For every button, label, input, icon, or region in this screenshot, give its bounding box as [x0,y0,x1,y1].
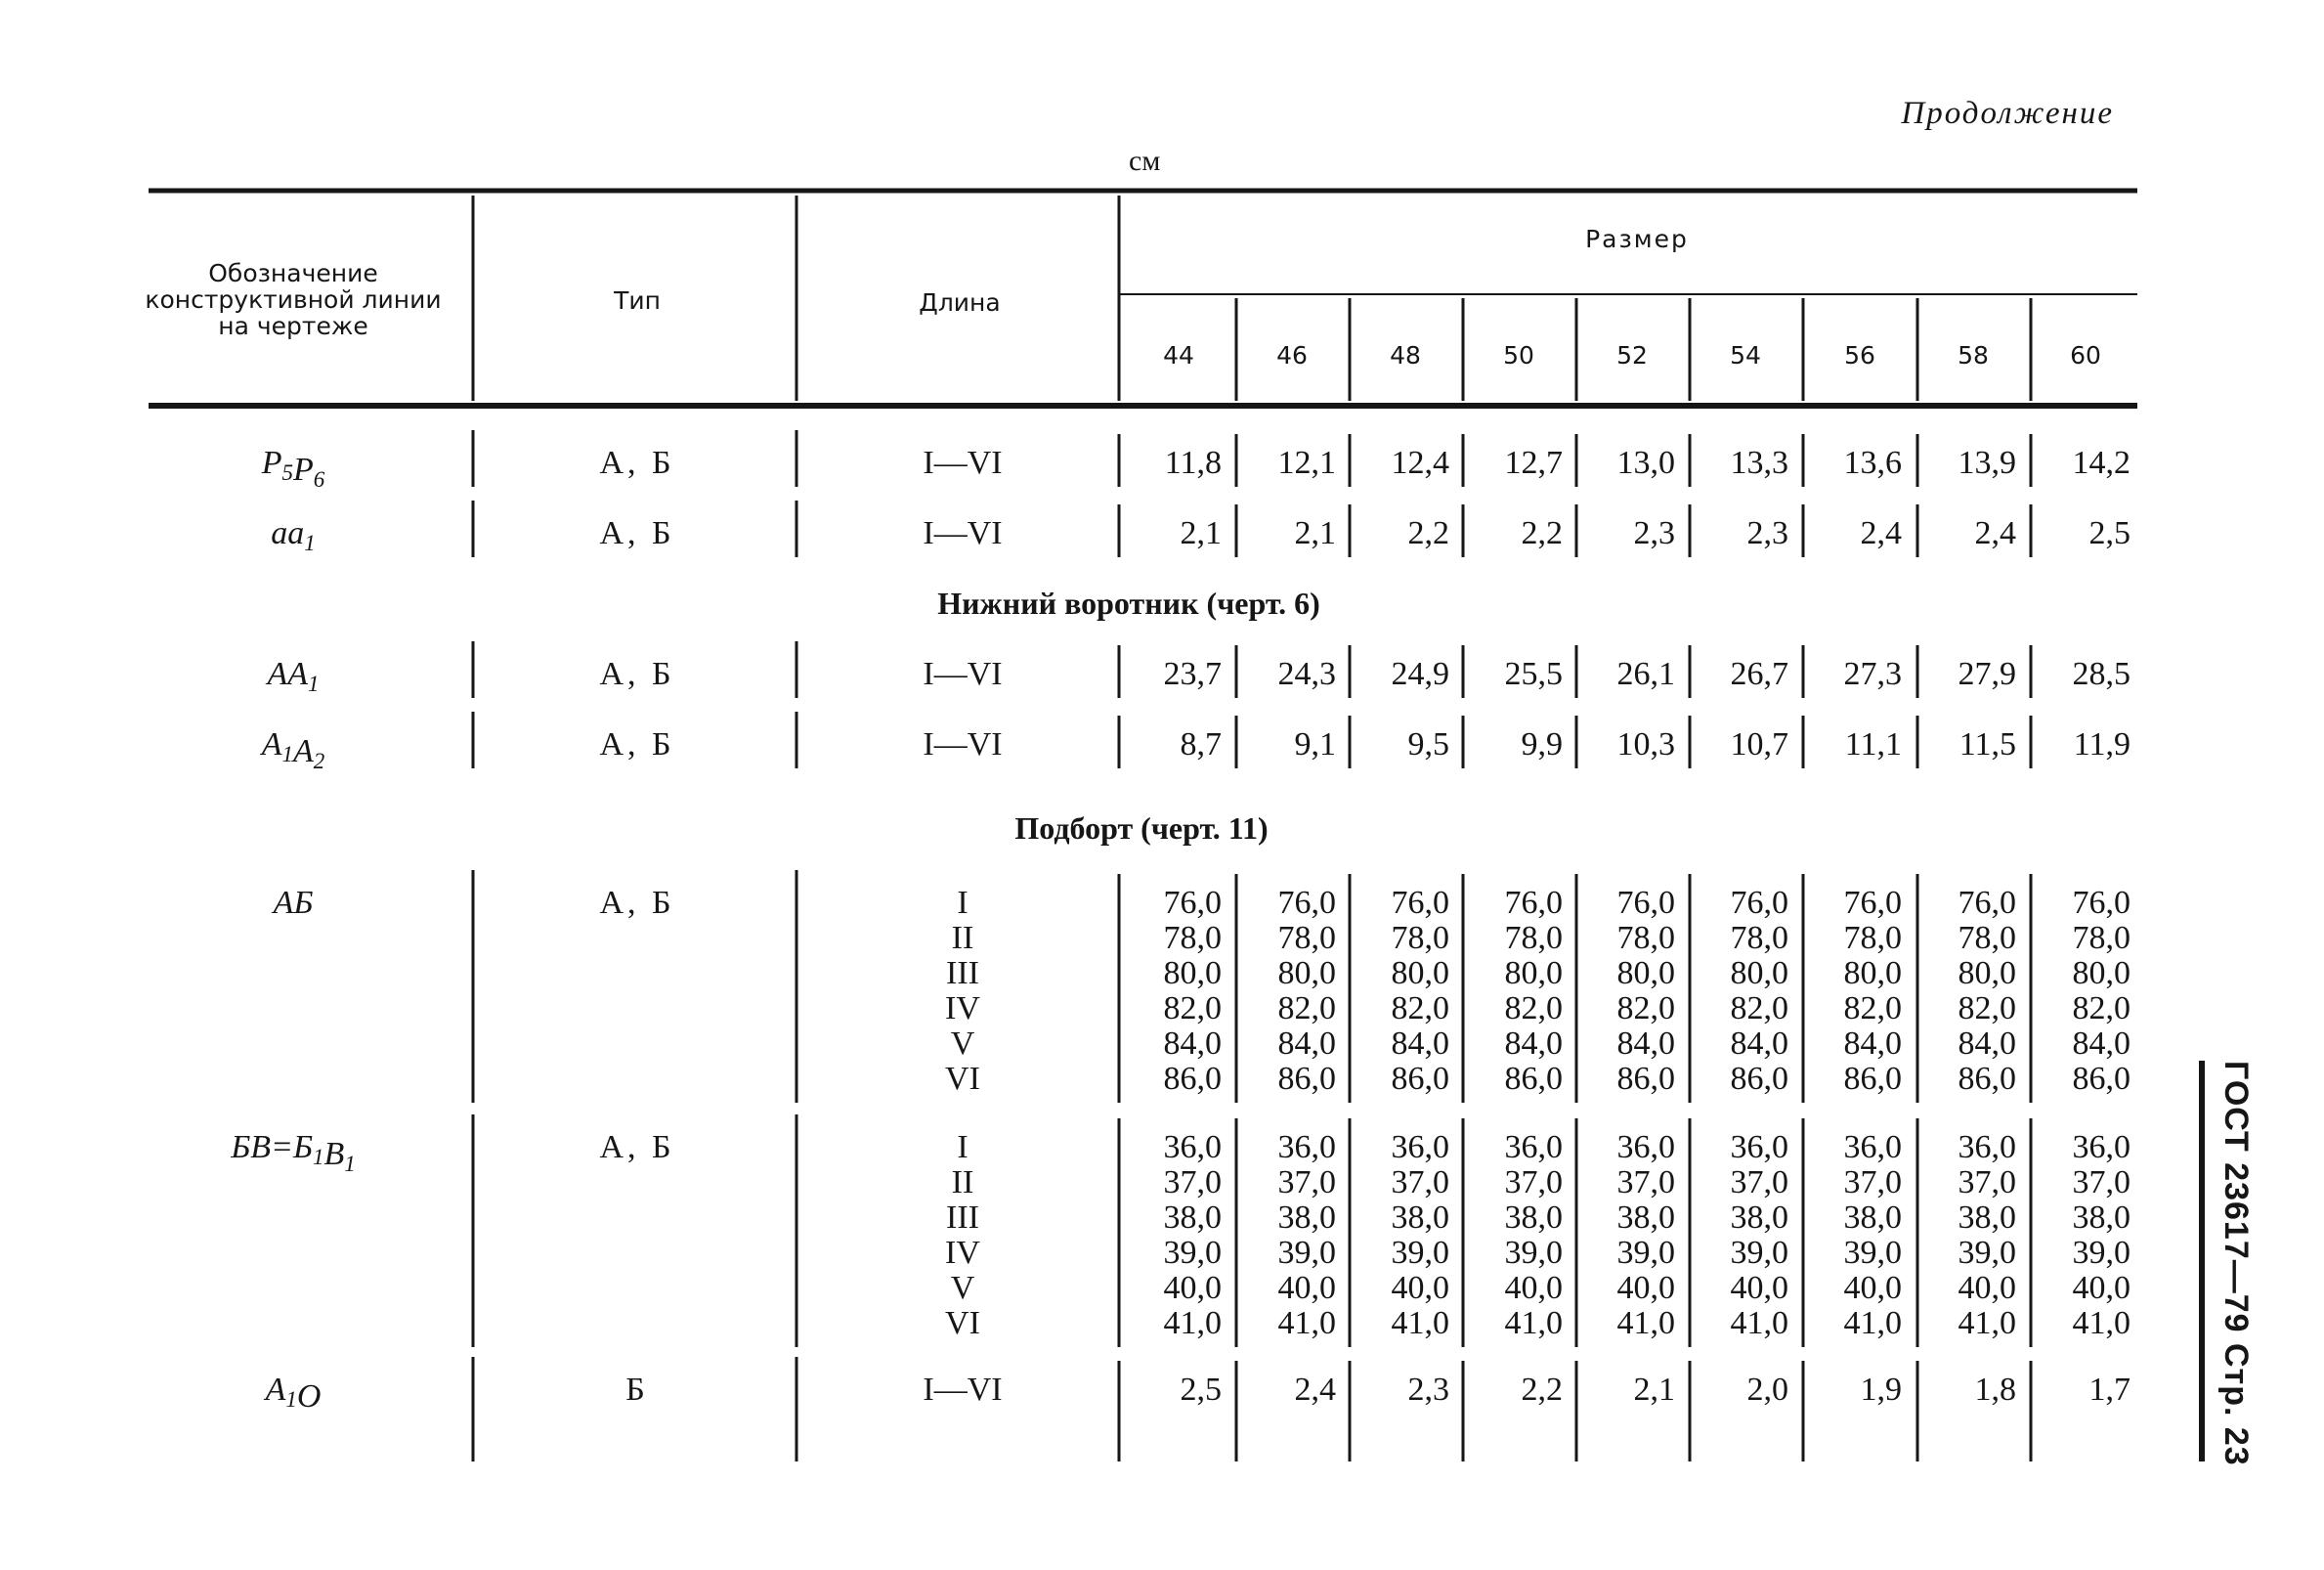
size-header-44: 44 [1163,341,1194,370]
value-cell: 40,0 [1391,1270,1449,1306]
value-cell: 41,0 [1958,1305,2016,1341]
line-designation: $aa_1$ [271,515,316,555]
value-cell: 41,0 [1391,1305,1449,1341]
row-type: Б [625,1372,649,1408]
value-cell: 13,0 [1616,445,1675,481]
row-length: IV [945,1235,980,1271]
value-cell: 2,0 [1746,1372,1788,1408]
value-cell: 9,9 [1521,726,1563,763]
value-cell: 12,1 [1277,445,1336,481]
row-length: I—VI [923,726,1003,763]
value-cell: 86,0 [1616,1061,1675,1097]
value-cell: 40,0 [1616,1270,1675,1306]
row-type: А, Б [599,656,675,692]
header-type: Тип [614,286,661,315]
value-cell: 2,3 [1407,1372,1449,1408]
value-cell: 12,4 [1391,445,1449,481]
value-cell: 84,0 [1843,1025,1902,1062]
value-cell: 26,7 [1730,656,1788,692]
value-cell: 11,8 [1164,445,1222,481]
value-cell: 37,0 [2072,1164,2130,1200]
value-cell: 2,3 [1746,515,1788,551]
line-designation: АБ [273,885,314,921]
value-cell: 14,2 [2072,445,2130,481]
size-header-52: 52 [1616,341,1648,370]
value-cell: 76,0 [1958,885,2016,921]
value-cell: 13,6 [1843,445,1902,481]
value-cell: 37,0 [1616,1164,1675,1200]
value-cell: 2,1 [1180,515,1222,551]
value-cell: 41,0 [1730,1305,1788,1341]
value-cell: 84,0 [1958,1025,2016,1062]
value-cell: 76,0 [1730,885,1788,921]
row-length: V [950,1025,975,1062]
value-cell: 80,0 [1163,955,1222,991]
value-cell: 76,0 [1843,885,1902,921]
value-cell: 36,0 [1616,1129,1675,1165]
size-header-50: 50 [1503,341,1534,370]
value-cell: 82,0 [1391,990,1449,1026]
value-cell: 2,1 [1633,1372,1675,1408]
value-cell: 2,4 [1294,1372,1336,1408]
section-heading: Подборт (черт. 11) [1014,810,1269,846]
value-cell: 41,0 [1163,1305,1222,1341]
value-cell: 84,0 [2072,1025,2130,1062]
value-cell: 8,7 [1180,726,1222,763]
value-cell: 80,0 [1391,955,1449,991]
line-designation: $AA_1$ [267,656,320,696]
value-cell: 36,0 [1163,1129,1222,1165]
value-cell: 76,0 [1616,885,1675,921]
value-cell: 80,0 [1730,955,1788,991]
line-designation: $P_5P_6$ [261,445,325,492]
value-cell: 36,0 [2072,1129,2130,1165]
row-length: I—VI [923,1372,1003,1408]
value-cell: 78,0 [1504,920,1563,956]
value-cell: 76,0 [2072,885,2130,921]
value-cell: 2,2 [1521,1372,1563,1408]
value-cell: 84,0 [1616,1025,1675,1062]
value-cell: 38,0 [1958,1199,2016,1236]
value-cell: 78,0 [1163,920,1222,956]
value-cell: 39,0 [1616,1235,1675,1271]
value-cell: 37,0 [1277,1164,1336,1200]
value-cell: 36,0 [1730,1129,1788,1165]
row-type: А, Б [599,445,675,481]
value-cell: 41,0 [1504,1305,1563,1341]
value-cell: 28,5 [2072,656,2130,692]
value-cell: 2,2 [1407,515,1449,551]
value-cell: 86,0 [2072,1061,2130,1097]
value-cell: 24,9 [1391,656,1449,692]
value-cell: 36,0 [1843,1129,1902,1165]
value-cell: 76,0 [1504,885,1563,921]
value-cell: 41,0 [1616,1305,1675,1341]
value-cell: 82,0 [1277,990,1336,1026]
line-designation: $A_1A_2$ [261,726,325,773]
value-cell: 40,0 [1277,1270,1336,1306]
value-cell: 11,9 [2073,726,2130,763]
value-cell: 13,3 [1730,445,1788,481]
value-cell: 2,3 [1633,515,1675,551]
value-cell: 11,5 [1958,726,2016,763]
value-cell: 80,0 [2072,955,2130,991]
value-cell: 37,0 [1391,1164,1449,1200]
line-designation: $A_1O$ [265,1372,322,1415]
value-cell: 2,5 [2088,515,2130,551]
gost-page-stamp-text: ГОСТ 23617—79 Стр. 23 [2217,1061,2255,1466]
value-cell: 36,0 [1958,1129,2016,1165]
row-length: I—VI [923,515,1003,551]
value-cell: 38,0 [2072,1199,2130,1236]
value-cell: 82,0 [1616,990,1675,1026]
value-cell: 27,3 [1843,656,1902,692]
value-cell: 39,0 [1958,1235,2016,1271]
value-cell: 40,0 [1730,1270,1788,1306]
value-cell: 82,0 [1958,990,2016,1026]
row-type: А, Б [599,515,675,551]
value-cell: 38,0 [1730,1199,1788,1236]
row-length: I [957,1129,968,1165]
value-cell: 86,0 [1958,1061,2016,1097]
value-cell: 76,0 [1163,885,1222,921]
row-length: VI [945,1305,980,1341]
value-cell: 39,0 [1843,1235,1902,1271]
value-cell: 40,0 [1163,1270,1222,1306]
value-cell: 2,4 [1860,515,1902,551]
value-cell: 13,9 [1958,445,2016,481]
value-cell: 86,0 [1163,1061,1222,1097]
value-cell: 2,1 [1294,515,1336,551]
value-cell: 86,0 [1391,1061,1449,1097]
value-cell: 39,0 [1277,1235,1336,1271]
value-cell: 24,3 [1277,656,1336,692]
value-cell: 36,0 [1391,1129,1449,1165]
value-cell: 41,0 [1843,1305,1902,1341]
value-cell: 38,0 [1843,1199,1902,1236]
value-cell: 36,0 [1277,1129,1336,1165]
value-cell: 37,0 [1843,1164,1902,1200]
value-cell: 84,0 [1163,1025,1222,1062]
size-header-46: 46 [1276,341,1308,370]
value-cell: 41,0 [1277,1305,1336,1341]
value-cell: 9,5 [1407,726,1449,763]
value-cell: 37,0 [1504,1164,1563,1200]
value-cell: 76,0 [1391,885,1449,921]
value-cell: 78,0 [1616,920,1675,956]
header-designation-line: Обозначение [208,259,378,287]
value-cell: 38,0 [1504,1199,1563,1236]
value-cell: 40,0 [1843,1270,1902,1306]
row-length: II [951,1164,974,1200]
value-cell: 78,0 [2072,920,2130,956]
row-type: А, Б [599,1129,675,1165]
header-size: Размер [1585,225,1689,253]
value-cell: 86,0 [1730,1061,1788,1097]
value-cell: 27,9 [1958,656,2016,692]
row-length: I—VI [923,445,1003,481]
value-cell: 86,0 [1277,1061,1336,1097]
value-cell: 37,0 [1730,1164,1788,1200]
row-length: III [946,955,979,991]
size-header-58: 58 [1958,341,1989,370]
value-cell: 84,0 [1504,1025,1563,1062]
value-cell: 80,0 [1616,955,1675,991]
value-cell: 39,0 [1730,1235,1788,1271]
value-cell: 80,0 [1504,955,1563,991]
value-cell: 38,0 [1163,1199,1222,1236]
value-cell: 80,0 [1277,955,1336,991]
value-cell: 38,0 [1391,1199,1449,1236]
continuation-label: Продолжение [1901,96,2114,131]
value-cell: 82,0 [1843,990,1902,1026]
header-length: Длина [919,288,1001,317]
value-cell: 10,3 [1616,726,1675,763]
value-cell: 11,1 [1844,726,1902,763]
row-length: II [951,920,974,956]
value-cell: 37,0 [1958,1164,2016,1200]
value-cell: 39,0 [2072,1235,2130,1271]
row-length: III [946,1199,979,1236]
size-header-54: 54 [1730,341,1761,370]
value-cell: 1,9 [1860,1372,1902,1408]
row-length: I—VI [923,656,1003,692]
value-cell: 38,0 [1616,1199,1675,1236]
value-cell: 40,0 [1958,1270,2016,1306]
value-cell: 40,0 [1504,1270,1563,1306]
size-header-56: 56 [1844,341,1875,370]
row-length: I [957,885,968,921]
value-cell: 2,5 [1180,1372,1222,1408]
row-length: VI [945,1061,980,1097]
value-cell: 26,1 [1616,656,1675,692]
header-designation-line: конструктивной линии [145,285,442,314]
value-cell: 76,0 [1277,885,1336,921]
header-designation-line: на чертеже [218,312,368,340]
unit-label: см [1129,145,1161,177]
value-cell: 1,7 [2088,1372,2130,1408]
value-cell: 78,0 [1958,920,2016,956]
value-cell: 38,0 [1277,1199,1336,1236]
value-cell: 10,7 [1730,726,1788,763]
value-cell: 39,0 [1391,1235,1449,1271]
value-cell: 37,0 [1163,1164,1222,1200]
value-cell: 82,0 [1504,990,1563,1026]
value-cell: 78,0 [1730,920,1788,956]
value-cell: 36,0 [1504,1129,1563,1165]
row-type: А, Б [599,726,675,763]
value-cell: 41,0 [2072,1305,2130,1341]
value-cell: 12,7 [1504,445,1563,481]
value-cell: 78,0 [1391,920,1449,956]
value-cell: 82,0 [2072,990,2130,1026]
row-length: V [950,1270,975,1306]
value-cell: 84,0 [1730,1025,1788,1062]
value-cell: 2,2 [1521,515,1563,551]
size-header-60: 60 [2070,341,2101,370]
value-cell: 80,0 [1958,955,2016,991]
value-cell: 9,1 [1294,726,1336,763]
size-header-48: 48 [1390,341,1421,370]
section-heading: Нижний воротник (черт. 6) [937,586,1320,621]
row-type: А, Б [599,885,675,921]
value-cell: 1,8 [1974,1372,2016,1408]
value-cell: 86,0 [1504,1061,1563,1097]
value-cell: 39,0 [1504,1235,1563,1271]
value-cell: 82,0 [1730,990,1788,1026]
value-cell: 78,0 [1277,920,1336,956]
value-cell: 84,0 [1391,1025,1449,1062]
value-cell: 39,0 [1163,1235,1222,1271]
line-designation: $БВ=Б_1В_1$ [231,1129,356,1176]
value-cell: 84,0 [1277,1025,1336,1062]
value-cell: 86,0 [1843,1061,1902,1097]
row-length: IV [945,990,980,1026]
value-cell: 82,0 [1163,990,1222,1026]
value-cell: 2,4 [1974,515,2016,551]
value-cell: 80,0 [1843,955,1902,991]
value-cell: 25,5 [1504,656,1563,692]
value-cell: 23,7 [1163,656,1222,692]
value-cell: 40,0 [2072,1270,2130,1306]
value-cell: 78,0 [1843,920,1902,956]
